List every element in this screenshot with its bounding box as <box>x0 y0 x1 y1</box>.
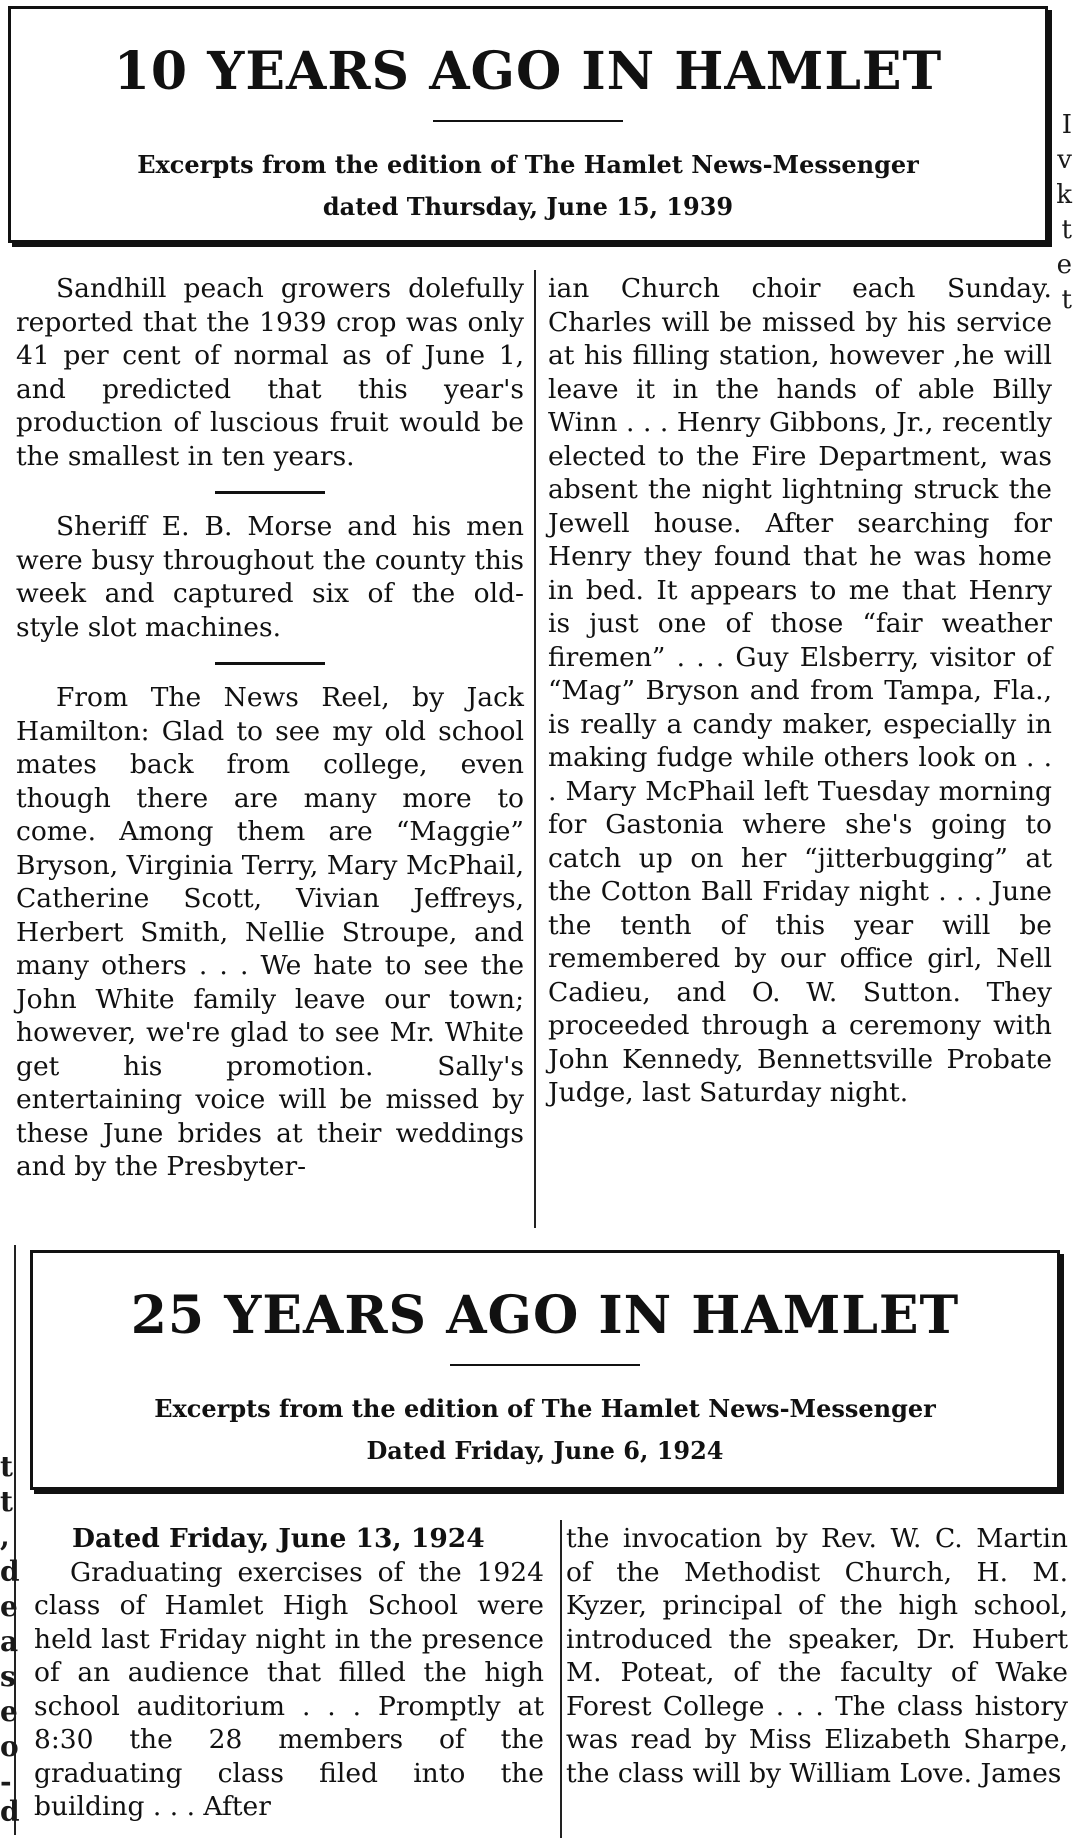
title-rule <box>450 1364 640 1366</box>
header-box-10-years <box>8 6 1048 243</box>
margin-fragment: t <box>1061 285 1072 315</box>
margin-fragment: s <box>0 1660 16 1693</box>
margin-fragment: v <box>1057 145 1072 175</box>
margin-fragment: t <box>1061 215 1072 245</box>
article-2-column-1 <box>34 1522 544 1824</box>
paragraph-divider <box>215 662 325 665</box>
section-subtitle-line-2: dated Thursday, June 15, 1939 <box>322 192 734 221</box>
column-rule <box>534 270 536 1228</box>
margin-fragment: t <box>0 1485 13 1518</box>
article-1-column-2 <box>548 272 1052 1110</box>
section-subtitle-line-1: Excerpts from the edition of The Hamlet News-Messenger <box>154 1394 936 1423</box>
section-subtitle-line-1: Excerpts from the edition of The Hamlet News-Messenger <box>137 150 919 179</box>
header-box-25-years <box>30 1250 1060 1490</box>
margin-fragment: t <box>0 1450 13 1483</box>
article-paragraph: From The News Reel, by Jack Hamilton: Glad to see my old school mates back from college, even though there are many more to come. Among them are “Maggie” Bryson, Virginia Terry, Mary McPhail, Catherine Scott, Vivian Jeffreys, Herbert Smith, Nellie Stroupe, and many others . . . We hate to see the John White family leave our town; however, we're glad to see Mr. White get his promotion. Sally's entertaining voice will be missed by these June brides at their weddings and by the Presbyter- <box>16 682 524 1182</box>
article-paragraph: the invocation by Rev. W. C. Martin of the Methodist Church, H. M. Kyzer, principal of the high school, introduced the speaker, Dr. Hubert M. Poteat, of the faculty of Wake Forest College . . . The class history was read by Miss Elizabeth Sharpe, the class will by William Love. James <box>566 1523 1068 1789</box>
article-paragraph: Graduating exercises of the 1924 class of Hamlet High School were held last Friday night in the presence of an audience that filled the high school auditorium . . . Promptly at 8:30 the 28 members of the graduating class filed into the building . . . After <box>34 1556 544 1822</box>
article-1-column-1 <box>16 272 524 1184</box>
section-subtitle-line-2: Dated Friday, June 6, 1924 <box>366 1436 724 1465</box>
margin-fragment: - <box>0 1765 12 1798</box>
margin-fragment: d <box>0 1795 20 1828</box>
margin-fragment: e <box>0 1590 18 1623</box>
article-paragraph: ian Church choir each Sunday. Charles will be missed by his service at his filling station, however ,he will leave it in the hands of able Billy Winn . . . Henry Gibbons, Jr., recently elected to the Fire Department, was absent the night lightning struck the Jewell house. After searching for Henry they found that he was home in bed. It appears to me that Henry is just one of those “fair weather firemen” . . . Guy Elsberry, visitor of “Mag” Bryson and from Tampa, Fla., is really a candy maker, especially in making fudge while others look on . . . Mary McPhail left Tuesday morning for Gastonia where she's going to catch up on her “jitterbugging” at the Cotton Ball Friday night . . . June the tenth of this year will be remembered by our office girl, Nell Cadieu, and O. W. Sutton. They proceeded through a ceremony with John Kennedy, Bennettsville Probate Judge, last Saturday night. <box>548 273 1052 1108</box>
right-margin-fragments <box>1054 0 1074 1230</box>
margin-fragment: o <box>0 1730 19 1763</box>
article-paragraph: Sheriff E. B. Morse and his men were busy throughout the county this week and captured six of the old-style slot machines. <box>16 511 524 643</box>
title-rule <box>433 120 623 122</box>
column-rule <box>560 1520 562 1838</box>
margin-fragment: , <box>0 1520 10 1553</box>
dateline: Dated Friday, June 13, 1924 <box>72 1523 485 1554</box>
section-title: 10 YEARS AGO IN HAMLET <box>113 41 943 102</box>
margin-fragment: a <box>0 1625 19 1658</box>
paragraph-divider <box>215 491 325 494</box>
margin-fragment: I <box>1061 110 1072 140</box>
article-paragraph: Sandhill peach growers dolefully reported that the 1939 crop was only 41 per cent of normal as of June 1, and predicted that this year's production of luscious fruit would be the smallest in ten years. <box>16 273 524 472</box>
margin-fragment: e <box>1056 250 1072 280</box>
section-title: 25 YEARS AGO IN HAMLET <box>130 1285 960 1346</box>
margin-fragment: e <box>0 1695 18 1728</box>
margin-fragment: d <box>0 1555 20 1588</box>
margin-fragment: k <box>1056 180 1072 210</box>
article-2-column-2 <box>566 1522 1068 1790</box>
